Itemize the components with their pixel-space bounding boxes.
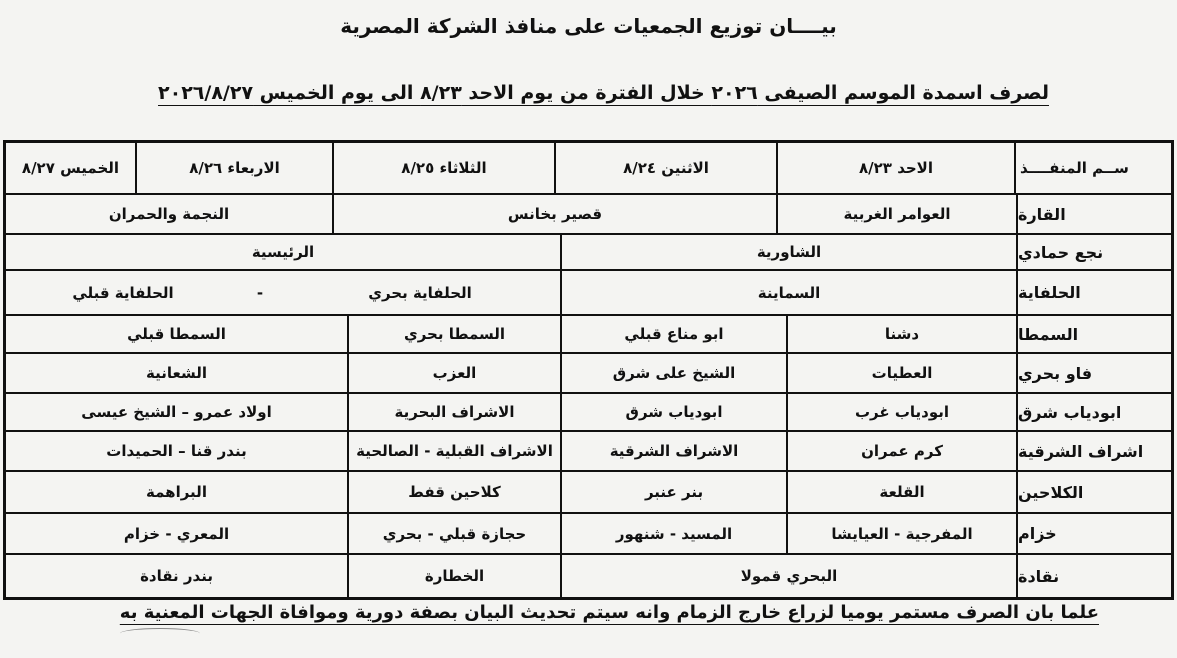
cell: بندر نقادة xyxy=(140,567,213,585)
cell: الشعانية xyxy=(146,364,207,382)
cell: السمطا قبلي xyxy=(127,325,226,343)
outlet-label: الكلاحين xyxy=(1016,472,1171,512)
cell: الرئيسية xyxy=(251,243,315,261)
cell: المفرجية - العيايشا xyxy=(786,514,1016,553)
page-subtitle: لصرف اسمدة الموسم الصيفى ٢٠٢٦ خلال الفترة من يوم الاحد ٨/٢٣ الى يوم الخميس ٢٠٢٦/٨/٢٧ xyxy=(158,82,1049,104)
table-row-naqada xyxy=(6,555,1171,597)
table-row-khazzam xyxy=(6,514,1171,555)
header-mon: الاثنين ٨/٢٤ xyxy=(554,143,776,193)
cell: الشاورية xyxy=(560,235,1016,269)
cell: دشنا xyxy=(786,316,1016,352)
header-tue: الثلاثاء ٨/٢٥ xyxy=(332,143,554,193)
cell: المعري - خزام xyxy=(123,524,230,543)
cell: - xyxy=(256,283,264,302)
table-row-abudiab xyxy=(6,394,1171,432)
cell: ابودياب شرق xyxy=(560,394,786,430)
table-row-halfaya xyxy=(6,271,1171,316)
table-header-row xyxy=(6,143,1171,195)
table-row-faw xyxy=(6,354,1171,394)
cell: ابودياب غرب xyxy=(786,394,1016,430)
cell: الشيخ على شرق xyxy=(560,354,786,392)
outlet-label: الحلفاية xyxy=(1016,271,1171,314)
cell: الاشراف القبلية - الصالحية xyxy=(347,432,560,470)
table-row-ashraf xyxy=(6,432,1171,472)
table-row-samta xyxy=(6,316,1171,354)
cell: القلعة xyxy=(786,472,1016,512)
cell: العزب xyxy=(347,354,560,392)
cell: البراهمة xyxy=(146,483,207,501)
cell: البحري قمولا xyxy=(560,555,1016,597)
cell: الخطارة xyxy=(347,555,560,597)
outlet-label: اشراف الشرقية xyxy=(1016,432,1171,470)
outlet-column-header: ســم المنفــــذ xyxy=(1020,159,1129,177)
outlet-label: القارة xyxy=(1016,195,1171,233)
outlet-label: فاو بحري xyxy=(1016,354,1171,392)
table-row-qara xyxy=(6,195,1171,235)
cell: النجمة والحمران xyxy=(108,205,230,223)
cell: حجازة قبلي - بحري xyxy=(347,514,560,553)
cell: المسيد - شنهور xyxy=(560,514,786,553)
cell: كلاحين قفط xyxy=(347,472,560,512)
cell: الاشراف الشرقية xyxy=(560,432,786,470)
cell: السمطا بحري xyxy=(347,316,560,352)
outlet-label: السمطا xyxy=(1016,316,1171,352)
outlet-label: نجع حمادي xyxy=(1016,235,1171,269)
pen-stroke xyxy=(120,628,200,639)
header-wed: الاربعاء ٨/٢٦ xyxy=(135,143,332,193)
cell: الحلفاية قبلي xyxy=(72,283,174,302)
header-sun: الاحد ٨/٢٣ xyxy=(776,143,1016,193)
header-thu: الخميس ٨/٢٧ xyxy=(21,159,120,177)
cell: بنر عنبر xyxy=(560,472,786,512)
outlet-label: خزام xyxy=(1016,514,1171,553)
cell: كرم عمران xyxy=(786,432,1016,470)
distribution-table xyxy=(3,140,1174,600)
outlet-label: نقادة xyxy=(1016,555,1171,597)
cell: العطيات xyxy=(786,354,1016,392)
table-row-kalahin xyxy=(6,472,1171,514)
cell: الاشراف البحرية xyxy=(347,394,560,430)
cell: الحلفاية بحري xyxy=(368,283,472,302)
cell: اولاد عمرو – الشيخ عيسى xyxy=(81,403,272,421)
footer-note: علما بان الصرف مستمر يوميا لزراع خارج الزمام وانه سيتم تحديث البيان بصفة دورية وموافاة الجهات المعنية به xyxy=(119,602,1099,623)
cell: ابو مناع قبلي xyxy=(560,316,786,352)
outlet-label: ابودياب شرق xyxy=(1016,394,1171,430)
cell: قصير بخانس xyxy=(332,195,776,233)
page-title: بيــــان توزيع الجمعيات على منافذ الشركة المصرية xyxy=(340,14,837,38)
cell: بندر قنا – الحميدات xyxy=(106,442,247,460)
cell: السماينة xyxy=(560,271,1016,314)
cell: العوامر الغربية xyxy=(776,195,1016,233)
table-row-naga xyxy=(6,235,1171,271)
